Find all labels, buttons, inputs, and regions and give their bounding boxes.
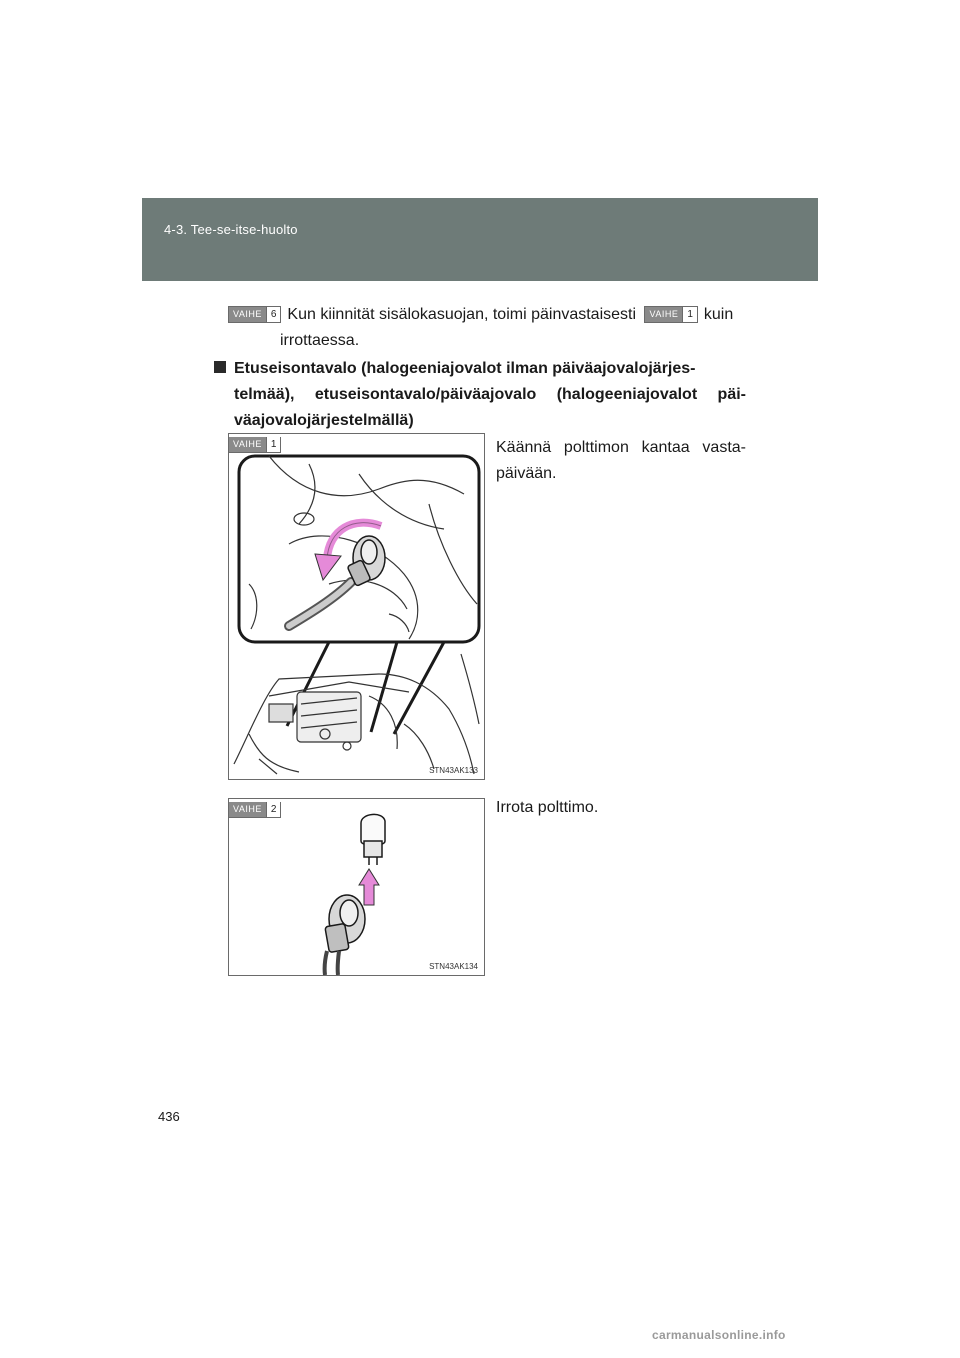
step-badge-ref-1: VAIHE 1 [644, 306, 697, 323]
reinstall-instruction [228, 302, 746, 354]
page-number: 436 [158, 1109, 180, 1124]
step-1-instruction: Käännä polttimon kantaa vasta-päivään. [496, 439, 746, 482]
reinstall-text-after: kuin [703, 306, 734, 323]
footer-watermark: carmanualsonline.info [652, 1328, 786, 1342]
bullet-square-icon [214, 361, 226, 373]
figure-step-badge-2: VAIHE 2 [229, 799, 281, 818]
section-title-rest: telmää), etuseisontavalo/päiväajovalo (halogeeniajovalot päi-väajovalojärjestelmällä) [234, 386, 746, 429]
figure-step-1 [228, 433, 485, 780]
figure-code-2: STN43AK134 [429, 962, 478, 971]
figure-code-1: STN43AK133 [429, 766, 478, 775]
chapter-title: 4-3. Tee-se-itse-huolto [164, 222, 298, 237]
section-heading [214, 356, 746, 434]
chapter-header [142, 198, 818, 281]
step-badge-6: VAIHE 6 [228, 306, 281, 323]
figure-step-badge-1: VAIHE 1 [229, 434, 281, 453]
reinstall-text-cont: irrottaessa. [280, 332, 360, 349]
figure-step-2 [228, 798, 485, 976]
section-title-line1: Etuseisontavalo (halogeeniajovalot ilman päiväajovalojärjes- [234, 360, 696, 377]
step-2-instruction: Irrota polttimo. [496, 799, 599, 816]
bulb-removal-illustration [229, 799, 484, 975]
reinstall-text: Kun kiinnität sisälokasuojan, toimi päinvastaisesti [287, 306, 637, 323]
engine-bay-illustration [229, 434, 484, 779]
